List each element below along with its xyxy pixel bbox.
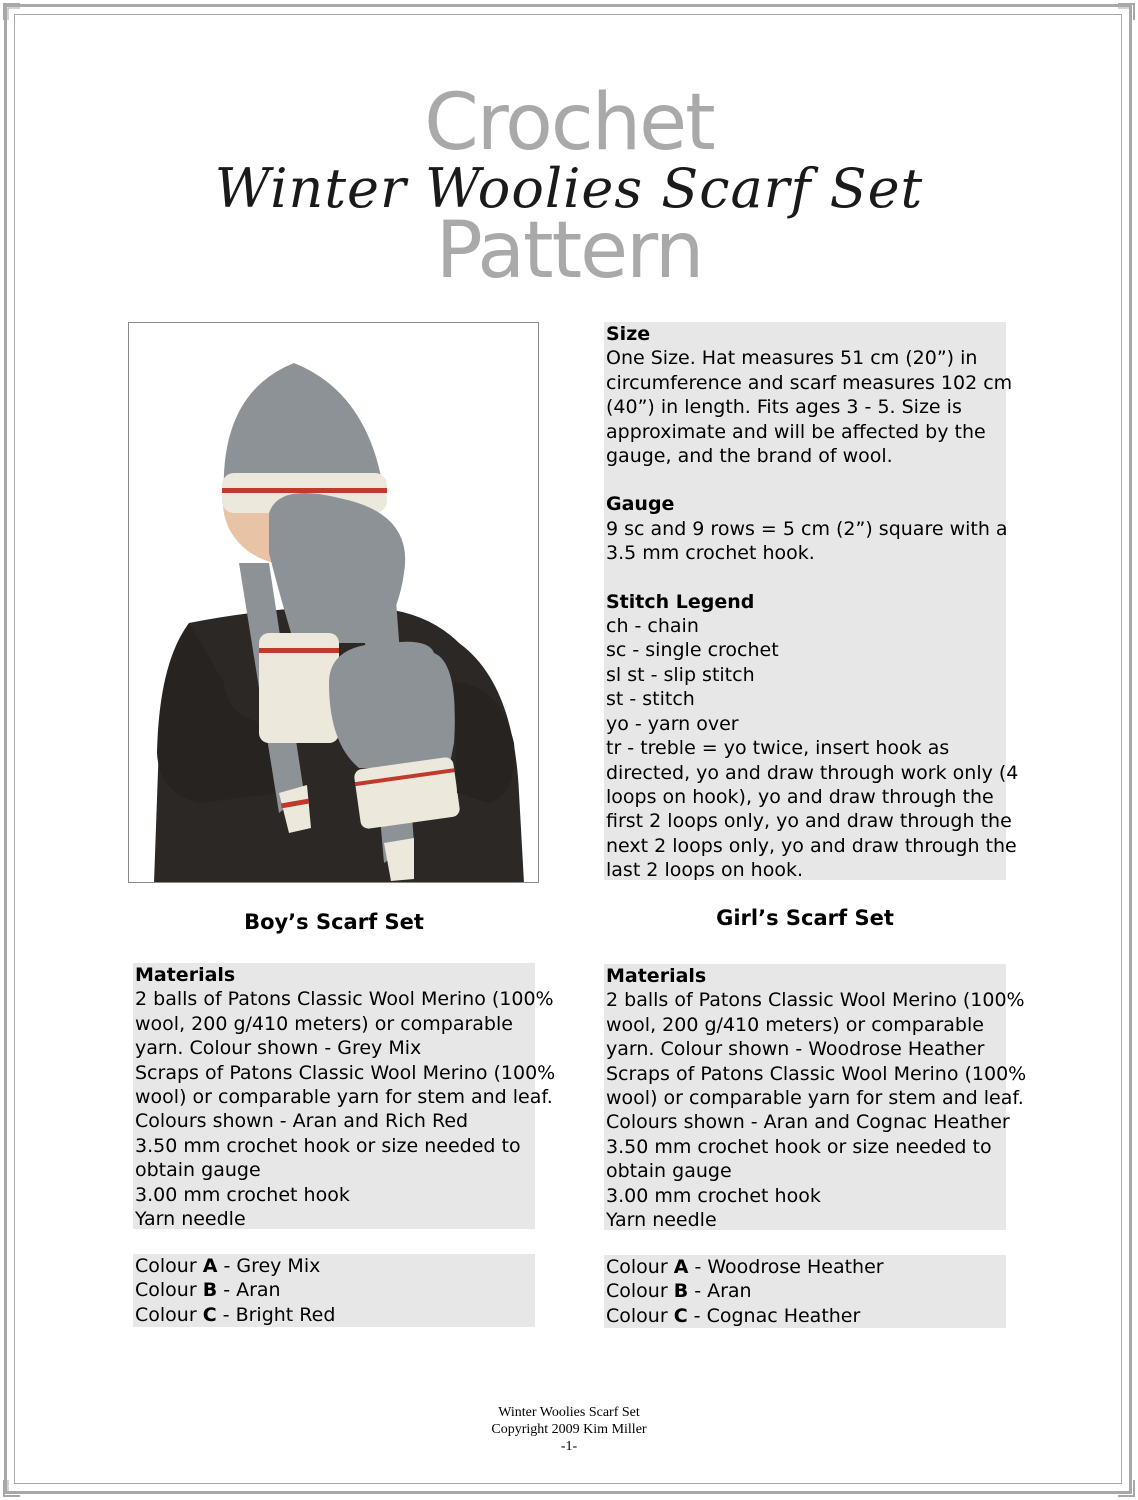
colour-prefix: Colour <box>606 1256 674 1278</box>
size-text: (40”) in length. Fits ages 3 - 5. Size is <box>606 396 962 419</box>
materials-line: 3.50 mm crochet hook or size needed to <box>606 1135 992 1158</box>
size-text: gauge, and the brand of wool. <box>606 445 893 468</box>
corner-ornament-icon <box>3 1479 21 1497</box>
colour-prefix: Colour <box>606 1304 674 1327</box>
colour-value: - Aran <box>217 1279 281 1302</box>
colour-letter: C <box>673 1304 688 1327</box>
materials-line: wool) or comparable yarn for stem and leaf. <box>135 1086 553 1109</box>
girls-section-title: Girl’s Scarf Set <box>716 906 894 930</box>
stitch-legend-item: last 2 loops on hook. <box>606 859 804 882</box>
materials-line: Scraps of Patons Classic Wool Merino (100% <box>135 1061 556 1084</box>
boys-materials-box <box>133 963 556 1231</box>
colour-value: - Cognac Heather <box>687 1304 861 1327</box>
colour-entry <box>606 1279 1006 1303</box>
title-pattern-name: Winter Woolies Scarf Set <box>214 157 924 220</box>
colour-entry <box>135 1254 535 1278</box>
girls-materials-box <box>604 964 1027 1232</box>
stitch-legend-item: loops on hook), yo and draw through the <box>606 785 994 808</box>
stitch-legend-item: sc - single crochet <box>606 639 779 662</box>
colour-prefix: Colour <box>135 1255 203 1277</box>
materials-line: 3.00 mm crochet hook <box>606 1184 821 1207</box>
materials-line: 3.00 mm crochet hook <box>135 1183 350 1206</box>
colour-value: - Bright Red <box>216 1303 336 1326</box>
materials-line: obtain gauge <box>135 1159 261 1182</box>
gauge-text: 3.5 mm crochet hook. <box>606 542 815 565</box>
size-heading: Size <box>606 323 651 345</box>
corner-ornament-icon <box>3 3 21 21</box>
materials-line: yarn. Colour shown - Woodrose Heather <box>606 1038 985 1061</box>
girls-colours-box <box>604 1255 1006 1328</box>
colour-value: - Woodrose Heather <box>688 1256 884 1278</box>
materials-line: wool, 200 g/410 meters) or comparable <box>135 1012 513 1035</box>
materials-line: 2 balls of Patons Classic Wool Merino (100% <box>135 988 554 1011</box>
size-text: One Size. Hat measures 51 cm (20”) in <box>606 347 978 370</box>
size-text: circumference and scarf measures 102 cm <box>606 371 1013 394</box>
gauge-text: 9 sc and 9 rows = 5 cm (2”) square with a <box>606 517 1008 540</box>
stitch-legend-item: ch - chain <box>606 615 699 638</box>
title-crochet: Crochet <box>424 78 714 168</box>
boys-colours-box <box>133 1254 535 1327</box>
stitch-legend-item: next 2 loops only, yo and draw through the <box>606 834 1017 857</box>
stitch-legend-heading: Stitch Legend <box>606 590 755 613</box>
colour-letter: B <box>673 1280 689 1303</box>
footer-copyright: Copyright 2009 Kim Miller <box>491 1422 647 1437</box>
colour-letter: A <box>673 1256 689 1278</box>
colour-entry <box>135 1303 535 1327</box>
materials-line: wool) or comparable yarn for stem and leaf. <box>606 1087 1024 1110</box>
materials-line: 3.50 mm crochet hook or size needed to <box>135 1134 521 1157</box>
stitch-legend-item: st - stitch <box>606 688 695 711</box>
page-number: -1- <box>560 1439 578 1454</box>
colour-entry <box>135 1278 535 1302</box>
materials-line: Scraps of Patons Classic Wool Merino (100% <box>606 1062 1027 1085</box>
footer-title: Winter Woolies Scarf Set <box>498 1405 640 1420</box>
colour-letter: B <box>202 1279 218 1302</box>
stitch-legend-item: directed, yo and draw through work only (4 <box>606 761 1019 784</box>
colour-prefix: Colour <box>135 1279 203 1302</box>
page-footer <box>0 1404 1138 1455</box>
corner-ornament-icon <box>1117 1479 1135 1497</box>
materials-line: Yarn needle <box>135 1208 246 1231</box>
title-pattern: Pattern <box>435 206 703 296</box>
materials-line: wool, 200 g/410 meters) or comparable <box>606 1013 984 1036</box>
materials-line: 2 balls of Patons Classic Wool Merino (100% <box>606 989 1025 1012</box>
colour-prefix: Colour <box>606 1280 674 1303</box>
colour-letter: A <box>202 1255 218 1277</box>
gauge-heading: Gauge <box>606 493 675 516</box>
materials-line: Colours shown - Aran and Rich Red <box>135 1110 469 1133</box>
colour-entry <box>606 1255 1006 1279</box>
colour-value: - Grey Mix <box>217 1255 321 1277</box>
materials-line: Colours shown - Aran and Cognac Heather <box>606 1111 1010 1134</box>
corner-ornament-icon <box>1117 3 1135 21</box>
materials-heading: Materials <box>135 964 236 986</box>
stitch-legend-item: first 2 loops only, yo and draw through the <box>606 810 1012 833</box>
materials-heading: Materials <box>606 965 707 987</box>
stitch-legend-item: yo - yarn over <box>606 712 739 735</box>
stitch-legend-item: tr - treble = yo twice, insert hook as <box>606 737 950 760</box>
child-in-hat-scarf-mittens-photo <box>128 322 539 883</box>
colour-value: - Aran <box>688 1280 752 1303</box>
pattern-info-box <box>604 322 1019 882</box>
colour-letter: C <box>202 1303 217 1326</box>
boys-section-title: Boy’s Scarf Set <box>244 910 424 934</box>
materials-line: yarn. Colour shown - Grey Mix <box>135 1037 422 1060</box>
materials-line: obtain gauge <box>606 1160 732 1183</box>
colour-entry <box>606 1304 1006 1328</box>
size-text: approximate and will be affected by the <box>606 420 986 443</box>
stitch-legend-item: sl st - slip stitch <box>606 663 755 686</box>
materials-line: Yarn needle <box>606 1209 717 1232</box>
colour-prefix: Colour <box>135 1303 203 1326</box>
